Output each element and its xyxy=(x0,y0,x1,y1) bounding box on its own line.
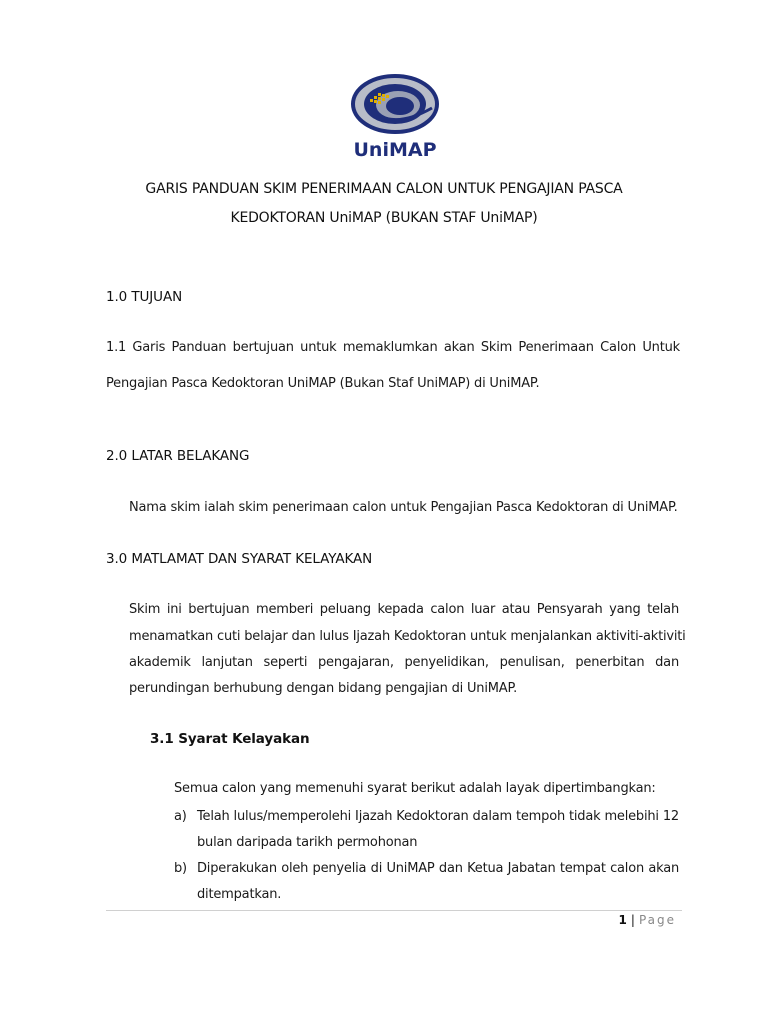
document-title-line-1: GARIS PANDUAN SKIM PENERIMAAN CALON UNTUK PENGAJIAN PASCA xyxy=(145,181,623,197)
unimap-logo-icon xyxy=(340,72,450,164)
page-number: 1 xyxy=(618,913,627,927)
matlamat-line-3: akademik lanjutan seperti pengajaran, penyelidikan, penulisan, penerbitan dan xyxy=(129,655,679,670)
list-item-b-line-2: ditempatkan. xyxy=(197,887,282,902)
section-heading-tujuan: 1.0 TUJUAN xyxy=(106,289,183,305)
page-label: Page xyxy=(638,913,676,927)
matlamat-line-1: Skim ini bertujuan memberi peluang kepada calon luar atau Pensyarah yang telah xyxy=(129,602,679,617)
list-item-a-line-2: bulan daripada tarikh permohonan xyxy=(197,835,418,850)
subsection-heading-syarat-kelayakan: 3.1 Syarat Kelayakan xyxy=(150,731,310,747)
latar-belakang-line-1: Nama skim ialah skim penerimaan calon untuk Pengajian Pasca Kedoktoran di UniMAP. xyxy=(129,500,678,515)
section-heading-matlamat: 3.0 MATLAMAT DAN SYARAT KELAYAKAN xyxy=(106,551,373,567)
list-item-a-line-1: Telah lulus/memperolehi Ijazah Kedoktoran dalam tempoh tidak melebihi 12 xyxy=(197,809,679,824)
list-item-a-marker: a) xyxy=(174,809,187,824)
matlamat-line-2: menamatkan cuti belajar dan lulus Ijazah Kedoktoran untuk menjalankan aktiviti-aktiviti xyxy=(129,629,686,644)
list-item-b-line-1: Diperakukan oleh penyelia di UniMAP dan Ketua Jabatan tempat calon akan xyxy=(197,861,679,876)
tujuan-line-2: Pengajian Pasca Kedoktoran UniMAP (Bukan Staf UniMAP) di UniMAP. xyxy=(106,376,540,391)
matlamat-line-4: perundingan berhubung dengan bidang pengajian di UniMAP. xyxy=(129,681,517,696)
unimap-logo xyxy=(340,72,450,164)
section-heading-latar-belakang: 2.0 LATAR BELAKANG xyxy=(106,448,250,464)
document-title-line-2: KEDOKTORAN UniMAP (BUKAN STAF UniMAP) xyxy=(230,210,538,226)
footer-separator: | xyxy=(630,913,635,927)
footer-divider xyxy=(106,910,682,911)
logo-wordmark: UniMAP xyxy=(353,139,437,161)
tujuan-line-1: 1.1 Garis Panduan bertujuan untuk memaklumkan akan Skim Penerimaan Calon Untuk xyxy=(106,340,680,355)
page-footer xyxy=(619,913,676,927)
list-item-b-marker: b) xyxy=(174,861,187,876)
syarat-intro: Semua calon yang memenuhi syarat berikut adalah layak dipertimbangkan: xyxy=(174,781,656,796)
